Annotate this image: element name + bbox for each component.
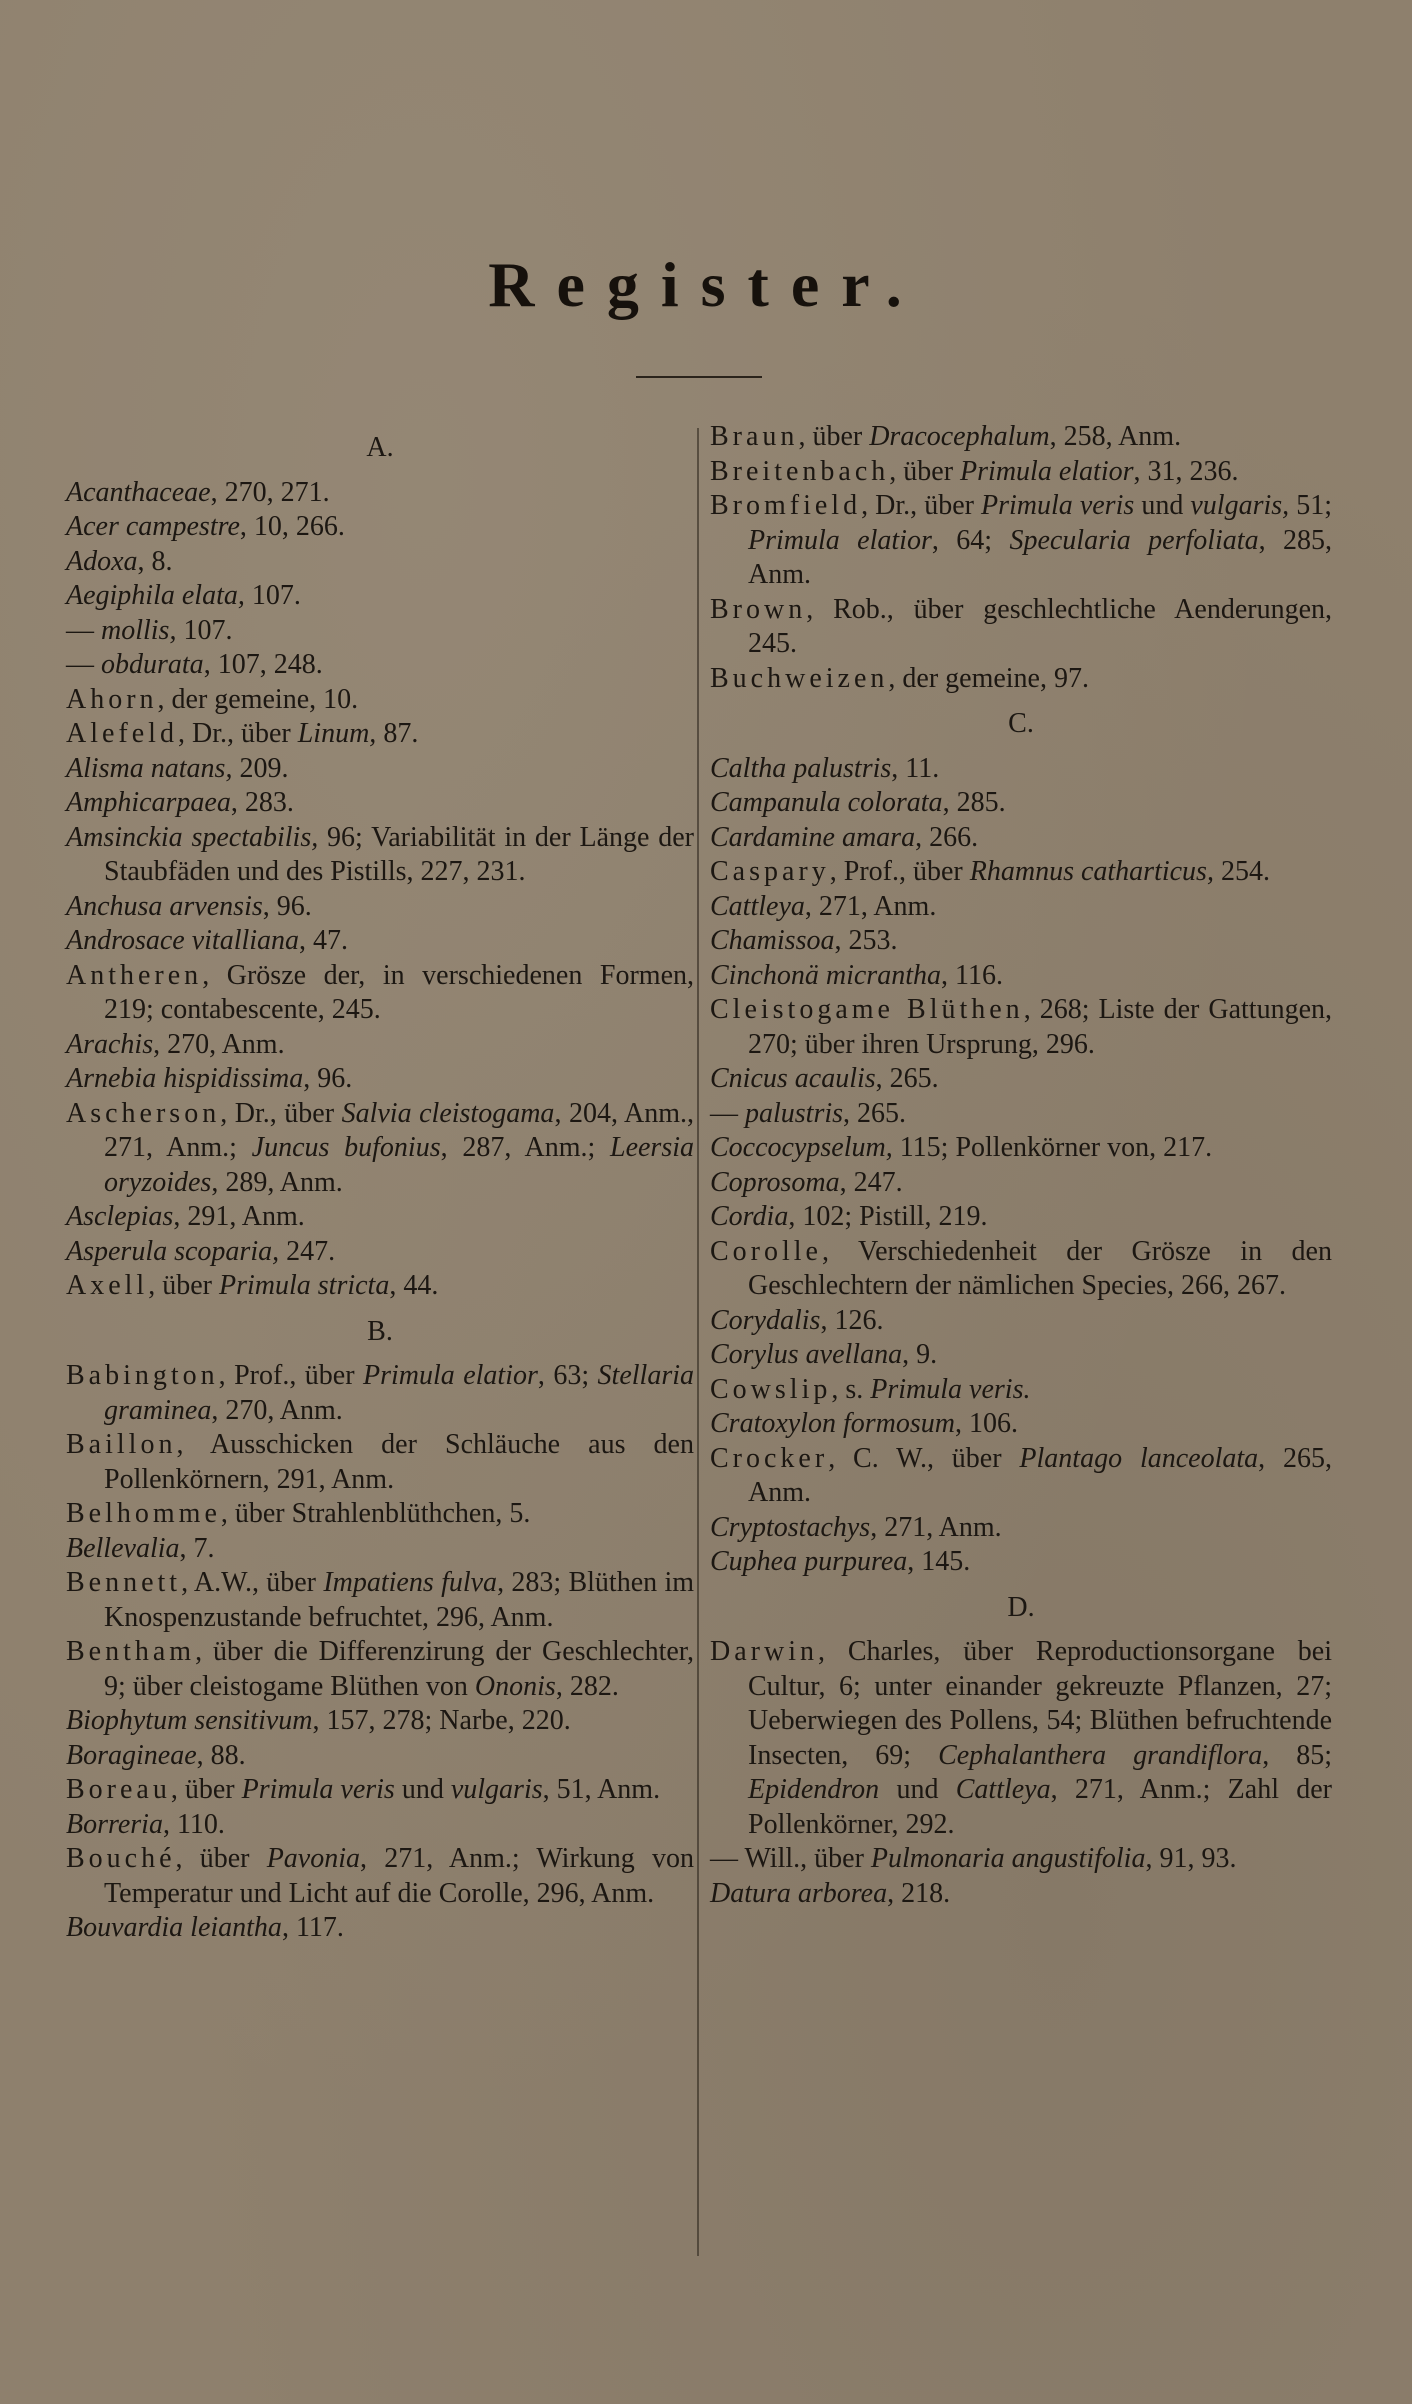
entry-text: —	[66, 649, 101, 680]
italic-term: Juncus bufonius	[251, 1132, 441, 1163]
italic-term: Primula veris	[241, 1774, 395, 1805]
spaced-name: Darwin	[710, 1636, 818, 1667]
entry-text: , 63;	[537, 1360, 598, 1391]
index-entry	[66, 924, 694, 959]
italic-term: Cattleya	[710, 890, 805, 922]
index-entry	[66, 1062, 694, 1097]
index-entry	[710, 1166, 1332, 1201]
entry-text: , 51, Anm.	[542, 1774, 661, 1805]
entry-text: , 270, Anm.	[153, 1028, 285, 1060]
title-rule	[636, 376, 762, 378]
entry-text: , 271, Anm.	[870, 1511, 1002, 1543]
entry-text: 254.	[1213, 856, 1270, 887]
entry-text: , 265, Anm.	[748, 1442, 1333, 1508]
entry-text: — Will., über	[710, 1843, 871, 1874]
italic-term: palustris	[745, 1097, 844, 1129]
entry-text: , C. W., über	[828, 1442, 1020, 1474]
italic-term: Biophytum sensitivum	[66, 1705, 313, 1736]
spaced-name: Braun	[710, 421, 799, 452]
entry-text: , 8.	[137, 545, 173, 577]
index-entry	[710, 993, 1332, 1062]
index-entry	[710, 1304, 1332, 1339]
italic-term: Arachis	[66, 1028, 154, 1060]
italic-term: Alisma natans,	[66, 752, 233, 784]
entry-text: 96; Variabilität in der Länge der Staubfäden und des Pistills, 227, 231.	[104, 821, 694, 887]
index-entry	[66, 1566, 694, 1635]
index-entry	[710, 1200, 1332, 1235]
italic-term: Plantago lanceolata	[1019, 1442, 1259, 1474]
entry-text: , 218.	[887, 1877, 951, 1909]
entry-text: , 271, Anm.	[804, 890, 937, 922]
italic-term: Cnicus acaulis	[710, 1063, 876, 1094]
italic-term: Cinchonä micrantha	[710, 959, 941, 991]
italic-term: Anchusa arvensis	[66, 890, 263, 922]
italic-term: mollis,	[101, 614, 177, 646]
index-entry	[710, 1842, 1332, 1877]
index-entry	[710, 959, 1332, 994]
entry-text: , 289, Anm.	[211, 1166, 343, 1198]
italic-term: Cuphea purpurea	[710, 1546, 908, 1577]
index-entry	[710, 752, 1332, 787]
section-heading: A.	[366, 432, 394, 463]
index-entry	[710, 662, 1332, 697]
entry-text: —	[710, 1097, 745, 1129]
entry-text: , 271, Anm.; Zahl der Pollenkörner, 292.	[748, 1774, 1333, 1840]
entry-text: , Verschiedenheit der Grösze in den Geschlechtern der nämlichen Species, 266, 267.	[748, 1235, 1332, 1301]
entry-text: , 7.	[179, 1532, 215, 1564]
entry-text: , 271, Anm.; Wirkung von Temperatur und Licht auf die Corolle, 296, Anm.	[104, 1843, 694, 1909]
spaced-name: Breitenbach	[710, 455, 890, 487]
index-entry	[66, 579, 694, 614]
index-entry	[710, 821, 1332, 856]
italic-term: Specularia perfoliata	[1009, 524, 1259, 556]
index-entry	[66, 1235, 694, 1270]
entry-text: , 11.	[891, 752, 940, 784]
index-entry	[66, 1808, 694, 1843]
spaced-name: Crocker	[710, 1442, 829, 1474]
spaced-name: Bennett	[66, 1567, 182, 1598]
entry-text: 87.	[376, 718, 419, 749]
italic-term: Acanthaceae	[66, 476, 211, 508]
index-entry	[66, 683, 694, 718]
index-entry	[710, 455, 1332, 490]
italic-term: Primula veris.	[870, 1373, 1031, 1405]
index-entry	[66, 545, 694, 580]
entry-text: , A.W., über	[181, 1567, 324, 1598]
italic-term: Borreria	[66, 1808, 163, 1840]
italic-term: Asclepias	[66, 1201, 174, 1232]
spaced-name: Alefeld	[66, 718, 178, 749]
entry-text: , 110.	[162, 1808, 225, 1840]
italic-term: Leersia oryzoides	[104, 1132, 694, 1198]
entry-text: , 126.	[820, 1304, 884, 1336]
entry-text: , 283; Blüthen im Knospenzustande befruchtet, 296, Anm.	[104, 1567, 694, 1633]
italic-term: Arnebia hispidissima	[66, 1063, 304, 1094]
italic-term: Cordia	[710, 1201, 789, 1232]
entry-text: —	[66, 614, 101, 646]
spaced-name: Ascherson	[66, 1097, 221, 1129]
italic-term: Cephalanthera grandiflora	[938, 1739, 1263, 1771]
index-entry	[710, 1338, 1332, 1373]
entry-text: , Rob., über geschlechtliche Aenderungen, 245.	[748, 593, 1332, 659]
index-entry	[710, 489, 1332, 593]
right-column	[710, 420, 1332, 1911]
entry-text: , 157, 278; Narbe, 220.	[312, 1705, 571, 1736]
index-entry	[66, 510, 694, 545]
italic-term: Caltha palustris	[710, 752, 892, 784]
section-heading: B.	[367, 1315, 393, 1347]
index-entry	[710, 924, 1332, 959]
spaced-name: Axell	[66, 1270, 149, 1301]
index-entry	[710, 890, 1332, 925]
italic-term: Amphicarpaea	[66, 787, 231, 818]
italic-term: Adoxa	[66, 545, 138, 577]
italic-term: Pulmonaria angustifolia	[870, 1843, 1146, 1874]
spaced-name: Bouché	[66, 1843, 176, 1874]
entry-text: , 268; Liste der Gattungen, 270; über ihren Ursprung, 296.	[748, 994, 1333, 1060]
entry-text: , 44.	[389, 1270, 439, 1301]
entry-text: , 204, Anm., 271, Anm.;	[104, 1097, 694, 1163]
index-entry	[66, 786, 694, 821]
entry-text: , 253.	[834, 925, 898, 956]
entry-text: , der gemeine, 97.	[888, 662, 1089, 694]
italic-term: Cardamine amara	[710, 821, 916, 853]
entry-text: , 117.	[281, 1912, 344, 1943]
index-entry	[66, 959, 694, 1028]
spaced-name: Cleistogame Blüthen	[710, 994, 1024, 1025]
page-title: Register.	[488, 249, 924, 320]
spaced-name: Brown	[710, 593, 807, 625]
entry-text: , über Strahlenblüthchen, 5.	[220, 1498, 531, 1529]
entry-text: , s.	[831, 1373, 871, 1405]
italic-term: Impatiens fulva	[323, 1567, 498, 1598]
index-entry	[710, 1373, 1332, 1408]
italic-term: Linum,	[297, 718, 377, 749]
italic-term: Primula elatior	[960, 455, 1134, 487]
entry-text: 247.	[279, 1235, 336, 1267]
index-entry	[710, 855, 1332, 890]
left-column	[66, 420, 694, 1946]
entry-text: , 9.	[902, 1339, 938, 1370]
spaced-name: Corolle	[710, 1235, 822, 1267]
italic-term: Primula stricta	[218, 1270, 390, 1301]
entry-text: , Dr., über	[220, 1097, 342, 1129]
spaced-name: Boreau	[66, 1774, 171, 1805]
entry-text: , 116.	[941, 959, 1003, 991]
entry-text: , 283.	[230, 787, 294, 818]
italic-term: Coprosoma	[710, 1166, 840, 1198]
entry-text: , 85;	[1262, 1739, 1332, 1771]
italic-term: Amsinckia spectabilis,	[66, 821, 319, 853]
index-entry	[710, 1635, 1332, 1842]
section-heading: D.	[1007, 1591, 1035, 1623]
section-heading: C.	[1008, 708, 1034, 739]
italic-term: Asperula scoparia,	[66, 1235, 280, 1267]
entry-text: , über	[170, 1774, 242, 1805]
italic-term: Corydalis	[710, 1304, 821, 1336]
italic-term: Campanula colorata	[710, 787, 943, 818]
index-entry	[66, 1028, 694, 1063]
spaced-name: Baillon	[66, 1429, 177, 1460]
entry-text: , 258, Anm.	[1049, 421, 1182, 452]
entry-text: , Ausschicken der Schläuche aus den Pollenkörnern, 291, Anm.	[104, 1429, 694, 1495]
entry-text: 107.	[176, 614, 233, 646]
index-entry	[710, 1407, 1332, 1442]
entry-text: , über	[798, 421, 870, 452]
entry-text: , der gemeine, 10.	[157, 683, 359, 715]
italic-term: Coccocypselum,	[710, 1132, 893, 1163]
entry-text: , Dr., über	[177, 718, 298, 749]
index-entry	[710, 1442, 1332, 1511]
spaced-name: Buchweizen	[710, 662, 889, 694]
spaced-name: Bromfield	[710, 490, 862, 521]
index-entry	[66, 1200, 694, 1235]
entry-text: , über	[889, 455, 961, 487]
index-entry	[66, 648, 694, 683]
entry-text: , über	[148, 1270, 219, 1301]
index-entry	[66, 1635, 694, 1704]
index-entry	[66, 717, 694, 752]
index-entry	[66, 821, 694, 890]
italic-term: Ononis	[474, 1670, 556, 1702]
entry-text: , 96.	[303, 1063, 353, 1094]
entry-text: , 247.	[839, 1166, 903, 1198]
italic-term: Chamissoa	[710, 925, 835, 956]
index-entry	[66, 1842, 694, 1911]
index-entry	[66, 1359, 694, 1428]
entry-text: 51;	[1289, 490, 1332, 521]
index-entry	[710, 420, 1332, 455]
entry-text: , 31, 236.	[1133, 455, 1239, 487]
entry-text: , Prof., über	[218, 1360, 363, 1391]
entry-text: , 96.	[262, 890, 312, 922]
italic-term: Cryptostachys	[710, 1511, 871, 1543]
italic-term: Rhamnus catharticus,	[969, 856, 1214, 887]
italic-term: Acer campestre	[66, 511, 240, 542]
index-entry	[710, 786, 1332, 821]
entry-text: , Dr., über	[861, 490, 981, 521]
index-entry	[66, 476, 694, 511]
index-entry	[710, 1097, 1332, 1132]
entry-text: , 106.	[955, 1408, 1018, 1439]
italic-term: Salvia cleistogama	[341, 1097, 555, 1129]
index-entry	[66, 1428, 694, 1497]
entry-text: 209.	[232, 752, 289, 784]
entry-text: , 291, Anm.	[173, 1201, 305, 1232]
italic-term: vulgaris	[450, 1774, 543, 1805]
italic-term: Bouvardia leiantha	[66, 1912, 282, 1943]
index-entry	[66, 1773, 694, 1808]
index-entry	[710, 1131, 1332, 1166]
italic-term: Aegiphila elata,	[66, 580, 245, 611]
entry-text: 107.	[244, 580, 301, 611]
spaced-name: Belhomme	[66, 1498, 221, 1529]
italic-term: Primula veris	[981, 490, 1135, 521]
entry-text: , 107, 248.	[203, 649, 323, 680]
spaced-name: Caspary	[710, 856, 830, 887]
index-entry	[710, 1511, 1332, 1546]
italic-term: Corylus avellana	[710, 1339, 903, 1370]
entry-text: , 265.	[875, 1063, 939, 1094]
italic-term: vulgaris,	[1190, 490, 1290, 521]
entry-text: , Prof., über	[829, 856, 970, 887]
entry-text: , über	[175, 1843, 267, 1874]
entry-text: und	[1134, 490, 1191, 521]
entry-text: , 270, Anm.	[211, 1394, 343, 1426]
spaced-name: Babington	[66, 1360, 219, 1391]
index-entry	[66, 1497, 694, 1532]
index-entry	[710, 1062, 1332, 1097]
entry-text: , 266.	[915, 821, 979, 853]
index-entry	[66, 1704, 694, 1739]
entry-text: , 88.	[196, 1739, 246, 1771]
entry-text: , Grösze der, in verschiedenen Formen, 219; contabescente, 245.	[104, 959, 694, 1025]
entry-text: , 285, Anm.	[748, 524, 1332, 590]
italic-term: Primula elatior	[748, 524, 932, 556]
entry-text: , 282.	[555, 1670, 619, 1702]
spaced-name: Ahorn	[66, 683, 158, 715]
entry-text: , 47.	[299, 925, 349, 956]
spaced-name: Cowslip	[710, 1373, 832, 1405]
entry-text: , Charles, über Reproductionsorgane bei Cultur, 6; unter einander gekreuzte Pflanzen, 27; Ueberwiegen des Pollens, 54; Blüthen befruchtende Insecten, 69;	[748, 1636, 1332, 1771]
index-entry	[710, 1235, 1332, 1304]
italic-term: Androsace vitalliana	[66, 925, 300, 956]
italic-term: Dracocephalum	[869, 421, 1050, 452]
spaced-name: Bentham	[66, 1636, 196, 1667]
index-entry	[66, 614, 694, 649]
entry-text: und	[879, 1774, 956, 1805]
index-entry	[66, 1097, 694, 1201]
index-entry	[66, 890, 694, 925]
entry-text: , über die Differenzirung der Geschlechter, 9; über cleistogame Blüthen von	[104, 1636, 694, 1702]
column-divider	[697, 428, 699, 2256]
entry-text: , 265.	[843, 1097, 907, 1129]
entry-text: , 102; Pistill, 219.	[788, 1201, 988, 1232]
entry-text: und	[394, 1774, 451, 1805]
italic-term: Epidendron	[748, 1774, 880, 1805]
entry-text: , 10, 266.	[239, 511, 345, 542]
italic-term: Pavonia	[266, 1843, 361, 1874]
index-entry	[710, 1545, 1332, 1580]
entry-text: , 285.	[942, 787, 1006, 818]
entry-text: , 287, Anm.;	[440, 1132, 610, 1163]
index-entry	[66, 1911, 694, 1946]
index-entry	[710, 1877, 1332, 1912]
italic-term: Stellaria graminea	[104, 1360, 694, 1426]
italic-term: Boragineae	[66, 1739, 197, 1771]
italic-term: obdurata	[101, 649, 204, 680]
italic-term: Datura arborea	[710, 1877, 888, 1909]
entry-text: , 91, 93.	[1145, 1843, 1237, 1874]
entry-text: 115; Pollenkörner von, 217.	[892, 1132, 1213, 1163]
entry-text: , 270, 271.	[210, 476, 330, 508]
italic-term: Cattleya	[955, 1774, 1051, 1805]
italic-term: Primula elatior	[362, 1360, 538, 1391]
entry-text: , 64;	[931, 524, 1010, 556]
italic-term: Bellevalia	[66, 1532, 180, 1564]
spaced-name: Antheren	[66, 959, 203, 991]
index-entry	[66, 1532, 694, 1567]
index-entry	[66, 1269, 694, 1304]
entry-text: , 145.	[907, 1546, 971, 1577]
italic-term: Cratoxylon formosum	[710, 1408, 955, 1439]
index-entry	[710, 593, 1332, 662]
index-entry	[66, 752, 694, 787]
index-entry	[66, 1739, 694, 1774]
